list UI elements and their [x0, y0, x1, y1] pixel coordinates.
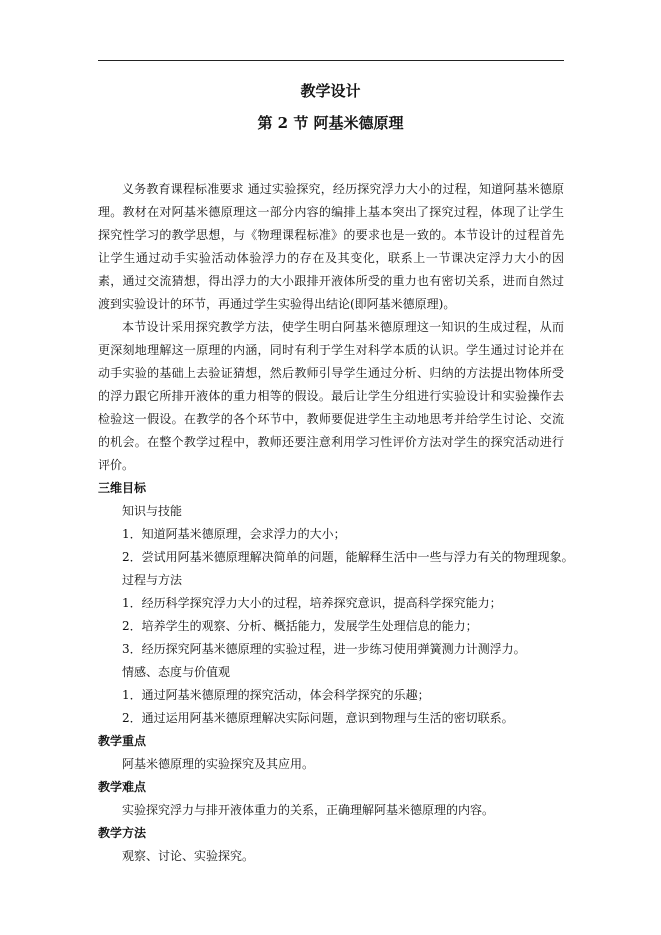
objectives-heading: 三维目标 — [98, 481, 147, 495]
process-item-1: 1．经历科学探究浮力大小的过程，培养探究意识，提高科学探究能力； — [122, 596, 502, 610]
emotion-subheading: 情感、态度与价值观 — [122, 665, 231, 679]
page-title: 教学设计 — [300, 82, 361, 100]
key-points-text: 阿基米德原理的实验探究及其应用。 — [122, 757, 315, 771]
methods-heading: 教学方法 — [98, 826, 147, 840]
header-rule — [98, 60, 564, 61]
process-subheading: 过程与方法 — [122, 573, 183, 587]
difficulties-text: 实验探究浮力与排开液体重力的关系，正确理解阿基米德原理的内容。 — [122, 803, 495, 817]
emotion-item-1: 1．通过阿基米德原理的探究活动，体会科学探究的乐趣； — [122, 688, 430, 702]
knowledge-subheading: 知识与技能 — [122, 504, 183, 518]
process-item-3: 3．经历探究阿基米德原理的实验过程，进一步练习使用弹簧测力计测浮力。 — [122, 642, 526, 656]
section-title: 第 2 节 阿基米德原理 — [257, 114, 404, 132]
emotion-item-2: 2．通过运用阿基米德原理解决实际问题，意识到物理与生活的密切联系。 — [122, 711, 514, 725]
difficulties-heading: 教学难点 — [98, 780, 147, 794]
methods-text: 观察、讨论、实验探究。 — [122, 849, 255, 863]
intro-paragraph-1: 义务教育课程标准要求 通过实验探究，经历探究浮力大小的过程，知道阿基米德原理。教材在对阿基米德原理这一部分内容的编排上基本突出了探究过程，体现了让学生探究性学习的教学思想，与《物理课程标准》的要求也是一致的。本节设计的过程首先让学生通过动手实验活动体验浮力的存在及其变化，联系上一节课决定浮力大小的因素，通过交流猜想，得出浮力的大小跟排开液体所受的重力也有密切关系，进而自然过渡到实验设计的环节，再通过学生实验得出结论(即阿基米德原理)。 — [98, 182, 564, 311]
key-points-heading: 教学重点 — [98, 734, 147, 748]
process-item-2: 2．培养学生的观察、分析、概括能力，发展学生处理信息的能力； — [122, 619, 478, 633]
intro-paragraph-2: 本节设计采用探究教学方法，使学生明白阿基米德原理这一知识的生成过程，从而更深刻地理解这一原理的内涵，同时有利于学生对科学本质的认识。学生通过讨论并在动手实验的基础上去验证猜想，然后教师引导学生通过分析、归纳的方法提出物体所受的浮力跟它所排开液体的重力相等的假设。最后让学生分组进行实验设计和实验操作去检验这一假设。在教学的各个环节中，教师要促进学生主动地思考并给学生讨论、交流的机会。在整个教学过程中，教师还要注意利用学习性评价方法对学生的探究活动进行评价。 — [98, 320, 564, 472]
knowledge-item-1: 1．知道阿基米德原理，会求浮力的大小； — [122, 527, 346, 541]
document-body — [98, 178, 574, 868]
knowledge-item-2: 2．尝试用阿基米德原理解决简单的问题，能解释生活中一些与浮力有关的物理现象。 — [122, 550, 574, 564]
